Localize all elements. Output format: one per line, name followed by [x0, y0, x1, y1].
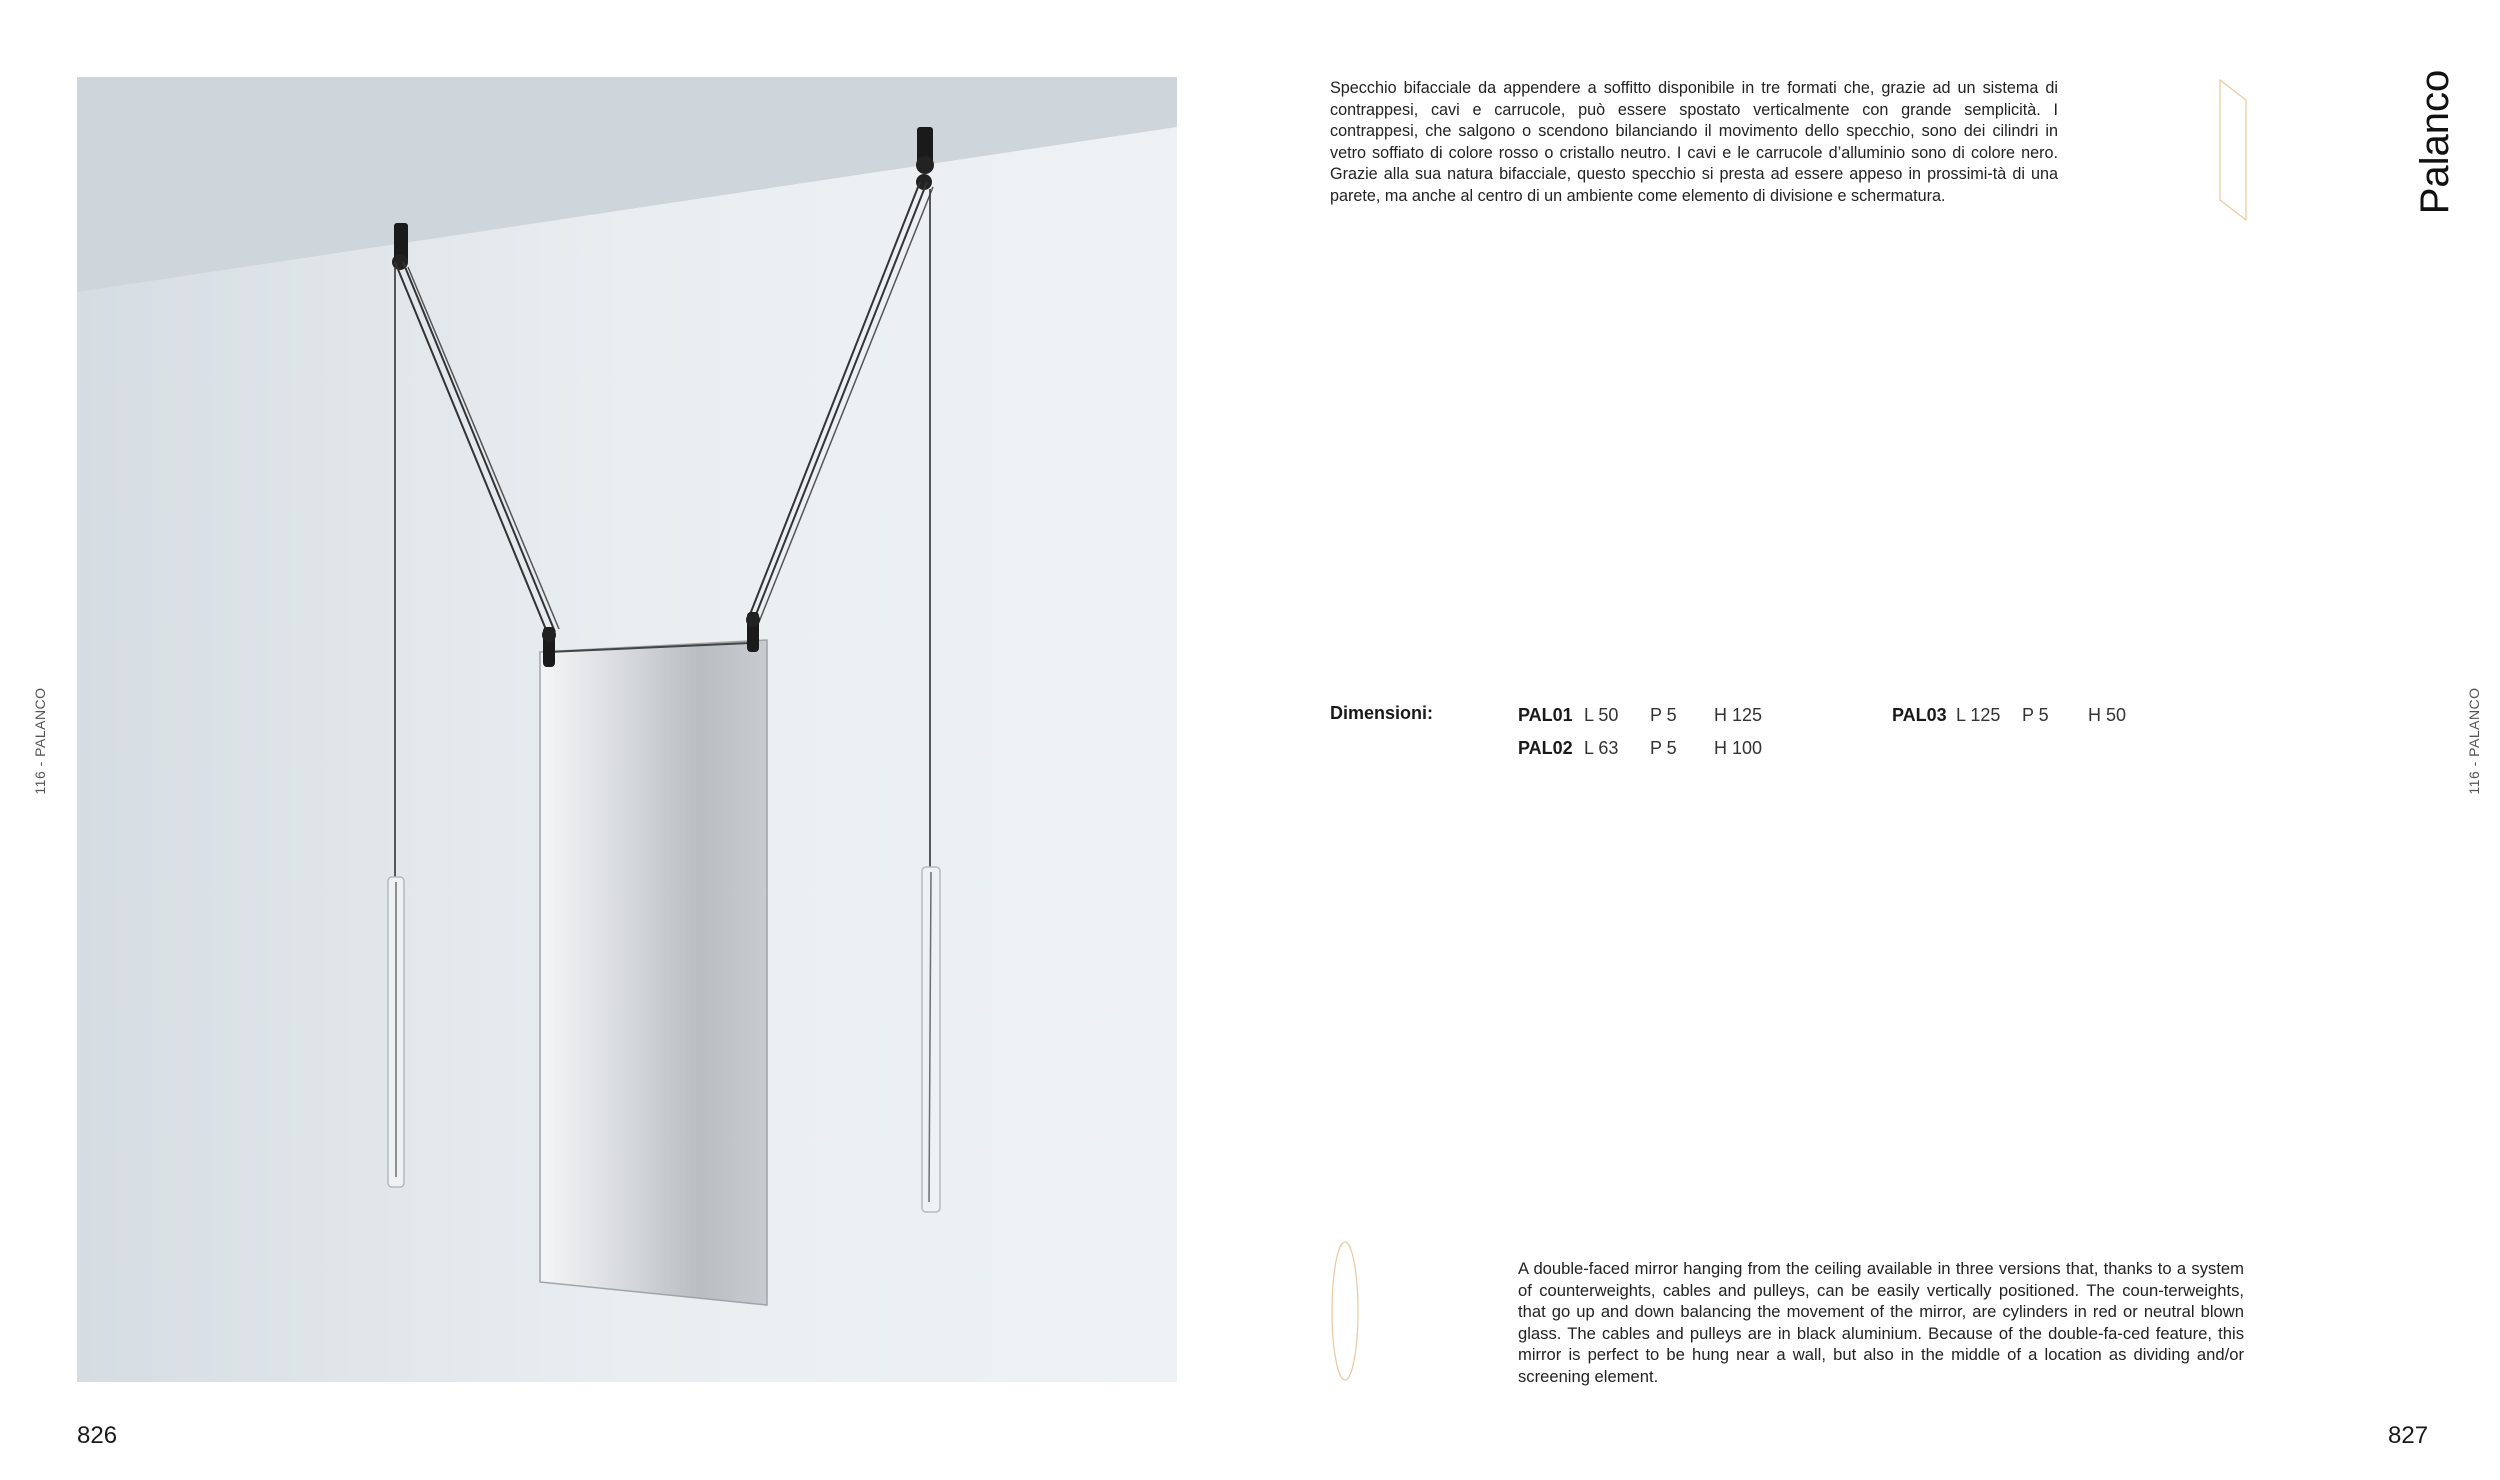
dimension-row: [1518, 703, 1778, 727]
dimension-code: PAL03: [1892, 705, 1947, 725]
dimension-depth: P 5: [1650, 705, 1677, 725]
description-english: A double-faced mirror hanging from the ceiling available in three versions that, thanks to a system of counterweights, cables and pulleys, can be easily vertically positioned. The coun-terweights, that go up and down balancing the movement of the mirror, are cylinders in red or neutral blown glass. The cables and pulleys are in black aluminium. Because of the double-fa-ced feature, this mirror is perfect to be hung near a wall, but also in the middle of a location as dividing and/or screening element.: [1518, 1259, 2244, 1386]
dimension-length: L 125: [1956, 705, 2001, 725]
description-italian: Specchio bifacciale da appendere a soffitto disponibile in tre formati che, grazie ad un sistema di contrappesi, cavi e carrucole, può essere spostato verticalmente con grande semplicità. I contrappesi, che salgono o scendono bilanciando il movimento dello specchio, sono dei cilindri in vetro soffiato di colore rosso o cristallo neutro. I cavi e le carrucole d’alluminio sono di colore nero. Grazie alla sua natura bifacciale, questo specchio si presta ad essere appeso in prossimi-tà di una parete, ma anche al centro di un ambiente come elemento di divisione e schermatura.: [1330, 79, 2058, 205]
dimension-code: PAL01: [1518, 705, 1573, 725]
dimension-length: L 50: [1584, 705, 1619, 725]
product-title: Palanco: [2413, 69, 2457, 215]
dimension-depth: P 5: [1650, 738, 1677, 758]
dimension-height: H 100: [1714, 738, 1763, 758]
dimension-code: PAL02: [1518, 738, 1573, 758]
side-label-right: 116 - PALANCO: [2466, 687, 2482, 795]
dimension-length: L 63: [1584, 738, 1619, 758]
decorative-ellipse-shape: [1330, 1240, 1360, 1382]
product-photo: [77, 77, 1177, 1382]
dimension-row: [1892, 703, 2152, 727]
dimension-height: H 125: [1714, 705, 1763, 725]
page-number-left: 826: [77, 1422, 118, 1449]
page-number-right: 827: [2388, 1422, 2429, 1449]
dimension-depth: P 5: [2022, 705, 2049, 725]
dimension-row: [1518, 736, 1778, 760]
side-label-left: 116 - PALANCO: [32, 687, 48, 795]
decorative-outline-shape: [2218, 78, 2248, 222]
dimensions-label: Dimensioni:: [1330, 703, 1434, 723]
dimension-height: H 50: [2088, 705, 2127, 725]
